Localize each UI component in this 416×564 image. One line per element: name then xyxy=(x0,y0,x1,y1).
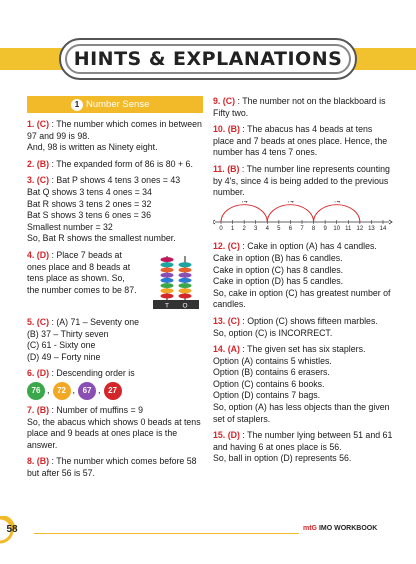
abacus-bead xyxy=(161,262,174,267)
answer-5: 5. (C) : (A) 71 – Seventy one (B) 37 – Thirty seven (C) 61 - Sixty one (D) 49 – Forty nine xyxy=(27,316,140,362)
abacus-bead xyxy=(179,273,192,278)
footer-divider xyxy=(34,533,299,534)
number-line-tick-label: 10 xyxy=(333,225,341,231)
answer-8: 8. (B) : The number which comes before 58 but after 56 is 57. xyxy=(27,456,197,478)
page-number: 58 xyxy=(6,523,18,535)
answer-11: 11. (B) : The number line represents counting by 4's, since 4 is being added to the previous number. 0 1 2 3 4 5 6 7 8 9 10 11 12 13 14 +4 +4 +4 xyxy=(213,164,395,236)
left-column xyxy=(27,96,203,479)
number-line-arrow-right xyxy=(389,220,392,224)
number-line-tick-label: 8 xyxy=(311,225,316,231)
number-line-tick-label: 1 xyxy=(230,225,235,231)
number-line-jump-label: +4 xyxy=(287,200,294,205)
number-line-figure xyxy=(213,201,395,231)
number-circle: 67 xyxy=(78,382,96,400)
number-circle: 72 xyxy=(53,382,71,400)
number-line-tick-label: 7 xyxy=(300,225,304,231)
number-line-jump-arc xyxy=(314,204,360,221)
answer-10: 10. (B) : The abacus has 4 beads at tens place and 7 beads at ones place. Hence, the number has 4 tens 7 ones. xyxy=(213,124,388,158)
abacus-bead xyxy=(161,288,174,293)
number-line-arrow-left xyxy=(213,220,215,224)
number-line-tick-label: 14 xyxy=(379,225,387,231)
number-line-jump-arc xyxy=(267,204,313,221)
abacus-bead xyxy=(179,293,192,298)
number-line-tick-label: 3 xyxy=(254,225,258,231)
answer-15: 15. (D) : The number lying between 51 and 61 and having 6 at ones place is 56. So, ball in option (D) represents 56. xyxy=(213,430,393,464)
number-line-tick-label: 6 xyxy=(288,225,293,231)
abacus-bead xyxy=(179,267,192,272)
abacus-bead xyxy=(179,262,192,267)
right-column xyxy=(213,96,395,465)
number-line-tick-label: 11 xyxy=(345,225,352,231)
answer-9: 9. (C) : The number not on the blackboard is Fifty two. xyxy=(213,96,386,118)
answer-7: 7. (B) : Number of muffins = 9 So, the abacus which shows 0 beads at tens place and 9 beads at ones place is the answer. xyxy=(27,404,201,450)
number-line-jump-arc xyxy=(221,204,267,221)
abacus-bead xyxy=(161,273,174,278)
abacus-base xyxy=(153,300,199,309)
answer-4: 4. (D) : Place 7 beads at ones place and 8 beads at tens place as shown. So, the number comes to be 87. T O xyxy=(27,250,203,312)
number-line-tick-label: 9 xyxy=(323,225,327,231)
number-line-tick-label: 13 xyxy=(368,225,375,231)
abacus-figure xyxy=(151,252,201,310)
abacus-bead xyxy=(161,293,174,298)
answer-2: 2. (B) : The expanded form of 86 is 80 + 6. xyxy=(27,158,193,169)
number-line-jump-label: +4 xyxy=(240,200,248,205)
answer-12: 12. (C) : Cake in option (A) has 4 candles. Cake in option (B) has 6 candles. Cake in option (C) has 8 candles. Cake in option (D) has 5 candles. So, cake in option (C) has greatest number of candles. xyxy=(213,241,391,310)
abacus-bead xyxy=(161,283,174,288)
number-line-tick-label: 4 xyxy=(265,225,269,231)
section-header xyxy=(27,96,203,113)
abacus-bead xyxy=(179,283,192,288)
answer-6: 6. (D) : Descending order is 76 , 72 , 67 , 27 xyxy=(27,368,203,400)
header-banner xyxy=(59,38,357,80)
section-label: Number Sense xyxy=(86,99,150,110)
number-line-tick-label: 2 xyxy=(242,225,246,231)
number-line-tick-label: 0 xyxy=(219,225,223,231)
answer-3: 3. (C) : Bat P shows 4 tens 3 ones = 43 Bat Q shows 3 tens 4 ones = 34 Bat R shows 3 tens 2 ones = 32 Bat S shows 3 tens 6 ones = 36 Smallest number = 32 So, Bat R shows the smallest number. xyxy=(27,175,181,244)
number-line-jump-label: +4 xyxy=(333,200,341,205)
abacus-label-tens: T xyxy=(165,302,169,310)
answer-1: 1. (C) : The number which comes in between 97 and 99 is 98. And, 98 is written as Ninety eight. xyxy=(27,119,202,153)
descending-order-circles: 76 , 72 , 67 , 27 xyxy=(27,382,203,400)
abacus-bead xyxy=(179,278,192,283)
page-title: HINTS & EXPLANATIONS xyxy=(73,48,343,70)
section-number: 1 xyxy=(71,99,83,111)
number-line-tick-label: 12 xyxy=(356,225,364,231)
abacus-bead xyxy=(161,267,174,272)
abacus-label-ones: O xyxy=(182,302,188,310)
abacus-bead xyxy=(161,257,174,262)
answer-14: 14. (A) : The given set has six staplers. Option (A) contains 5 whistles. Option (B) contains 6 erasers. Option (C) contains 6 books. Option (D) contains 7 bags. So, option (A) has less objects than the given set of staplers. xyxy=(213,344,390,424)
abacus-bead xyxy=(179,288,192,293)
number-circle: 27 xyxy=(104,382,122,400)
workbook-logo: mtG IMO WORKBOOK xyxy=(303,525,378,532)
number-circle: 76 xyxy=(27,382,45,400)
answer-13: 13. (C) : Option (C) shows fifteen marbles. So, option (C) is INCORRECT. xyxy=(213,315,378,338)
number-line-tick-label: 5 xyxy=(277,225,281,231)
abacus-bead xyxy=(161,278,174,283)
